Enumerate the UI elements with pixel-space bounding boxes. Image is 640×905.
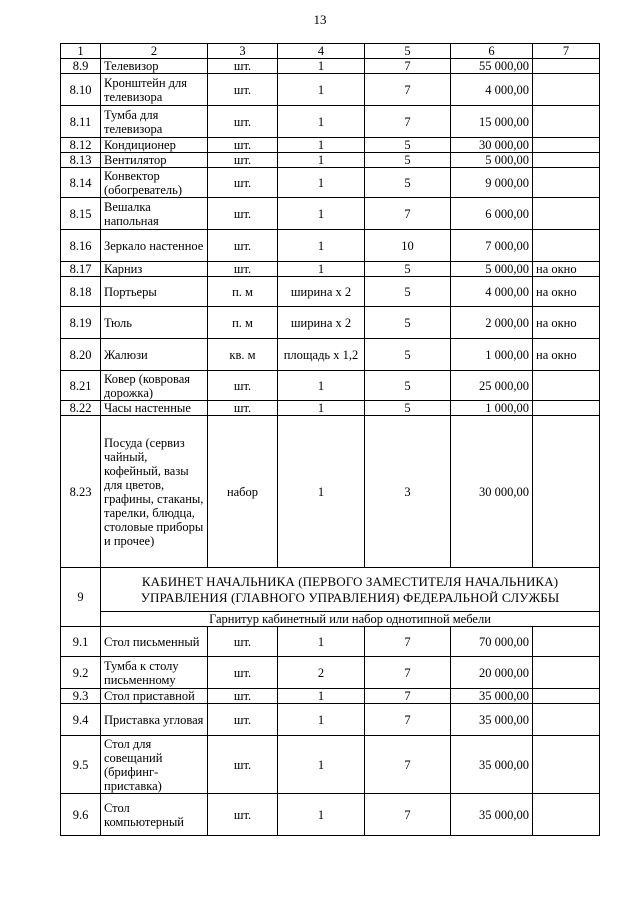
item-price: 55 000,00: [451, 59, 533, 74]
item-service-term: 5: [365, 138, 451, 153]
item-price: 4 000,00: [451, 74, 533, 106]
item-unit: п. м: [208, 307, 278, 339]
item-quantity: 1: [278, 262, 365, 277]
item-name: Тумба к столу письменному: [101, 657, 208, 689]
item-note: [533, 106, 600, 138]
item-quantity: 1: [278, 168, 365, 198]
item-number: 8.17: [61, 262, 101, 277]
item-note: [533, 736, 600, 794]
item-unit: шт.: [208, 106, 278, 138]
item-note: [533, 153, 600, 168]
item-note: [533, 198, 600, 230]
item-name: Стол приставной: [101, 689, 208, 704]
item-service-term: 7: [365, 794, 451, 836]
item-number: 9.4: [61, 704, 101, 736]
item-quantity: 1: [278, 198, 365, 230]
table-row: [61, 339, 600, 371]
item-service-term: 5: [365, 371, 451, 401]
column-header: 6: [451, 44, 533, 59]
item-number: 9.1: [61, 627, 101, 657]
item-note: [533, 657, 600, 689]
item-service-term: 5: [365, 339, 451, 371]
item-price: 9 000,00: [451, 168, 533, 198]
item-service-term: 5: [365, 262, 451, 277]
subsection-title: Гарнитур кабинетный или набор однотипной мебели: [101, 612, 600, 627]
item-note: [533, 704, 600, 736]
item-quantity: площадь х 1,2: [278, 339, 365, 371]
column-header: 5: [365, 44, 451, 59]
item-unit: шт.: [208, 168, 278, 198]
item-note: [533, 168, 600, 198]
item-name: Вешалка напольная: [101, 198, 208, 230]
item-unit: набор: [208, 416, 278, 568]
item-quantity: 1: [278, 794, 365, 836]
item-unit: шт.: [208, 59, 278, 74]
item-note: [533, 794, 600, 836]
item-price: 30 000,00: [451, 416, 533, 568]
item-unit: шт.: [208, 736, 278, 794]
item-price: 30 000,00: [451, 138, 533, 153]
item-quantity: 1: [278, 59, 365, 74]
item-unit: п. м: [208, 277, 278, 307]
item-note: [533, 416, 600, 568]
item-name: Тумба для телевизора: [101, 106, 208, 138]
item-service-term: 7: [365, 657, 451, 689]
table-row: [61, 307, 600, 339]
table-row: [61, 198, 600, 230]
table-row: [61, 59, 600, 74]
item-service-term: 10: [365, 230, 451, 262]
norms-table: [60, 43, 600, 836]
item-name: Приставка угловая: [101, 704, 208, 736]
table-row: [61, 794, 600, 836]
table-row: [61, 689, 600, 704]
item-number: 8.16: [61, 230, 101, 262]
section-title: КАБИНЕТ НАЧАЛЬНИКА (ПЕРВОГО ЗАМЕСТИТЕЛЯ НАЧАЛЬНИКА) УПРАВЛЕНИЯ (ГЛАВНОГО УПРАВЛЕНИЯ) ФЕДЕРАЛЬНОЙ СЛУЖБЫ: [101, 568, 600, 612]
item-quantity: ширина х 2: [278, 307, 365, 339]
item-note: на окно: [533, 307, 600, 339]
item-unit: шт.: [208, 704, 278, 736]
item-number: 9.6: [61, 794, 101, 836]
item-number: 9.5: [61, 736, 101, 794]
item-service-term: 5: [365, 307, 451, 339]
item-quantity: 2: [278, 657, 365, 689]
item-unit: шт.: [208, 794, 278, 836]
item-name: Посуда (сервиз чайный, кофейный, вазы для цветов, графины, стаканы, тарелки, блюдца, столовые приборы и прочее): [101, 416, 208, 568]
item-note: на окно: [533, 339, 600, 371]
item-service-term: 7: [365, 198, 451, 230]
item-unit: шт.: [208, 262, 278, 277]
item-service-term: 5: [365, 153, 451, 168]
item-name: Карниз: [101, 262, 208, 277]
item-quantity: 1: [278, 74, 365, 106]
table-row: [61, 106, 600, 138]
table-row: [61, 153, 600, 168]
item-number: 8.20: [61, 339, 101, 371]
item-price: 35 000,00: [451, 736, 533, 794]
item-quantity: 1: [278, 416, 365, 568]
item-name: Ковер (ковровая дорожка): [101, 371, 208, 401]
item-note: [533, 401, 600, 416]
item-number: 8.13: [61, 153, 101, 168]
table-row: [61, 230, 600, 262]
item-note: [533, 371, 600, 401]
item-name: Часы настенные: [101, 401, 208, 416]
table-row: [61, 138, 600, 153]
item-unit: кв. м: [208, 339, 278, 371]
column-header: 1: [61, 44, 101, 59]
item-price: 70 000,00: [451, 627, 533, 657]
item-unit: шт.: [208, 198, 278, 230]
item-note: [533, 689, 600, 704]
item-name: Стол письменный: [101, 627, 208, 657]
item-unit: шт.: [208, 657, 278, 689]
item-note: [533, 74, 600, 106]
item-quantity: 1: [278, 106, 365, 138]
item-price: 35 000,00: [451, 704, 533, 736]
item-number: 8.11: [61, 106, 101, 138]
table-row: [61, 736, 600, 794]
item-name: Жалюзи: [101, 339, 208, 371]
item-number: 8.21: [61, 371, 101, 401]
item-price: 5 000,00: [451, 153, 533, 168]
item-unit: шт.: [208, 401, 278, 416]
item-service-term: 5: [365, 401, 451, 416]
table-row: [61, 416, 600, 568]
item-unit: шт.: [208, 74, 278, 106]
item-unit: шт.: [208, 689, 278, 704]
item-price: 4 000,00: [451, 277, 533, 307]
item-price: 2 000,00: [451, 307, 533, 339]
item-quantity: 1: [278, 401, 365, 416]
item-service-term: 7: [365, 106, 451, 138]
item-number: 9.2: [61, 657, 101, 689]
item-price: 5 000,00: [451, 262, 533, 277]
item-price: 7 000,00: [451, 230, 533, 262]
item-service-term: 7: [365, 59, 451, 74]
item-number: 8.9: [61, 59, 101, 74]
item-service-term: 7: [365, 736, 451, 794]
item-price: 6 000,00: [451, 198, 533, 230]
item-number: 8.18: [61, 277, 101, 307]
item-unit: шт.: [208, 371, 278, 401]
item-number: 8.12: [61, 138, 101, 153]
item-name: Вентилятор: [101, 153, 208, 168]
item-number: 8.23: [61, 416, 101, 568]
subsection-row: [61, 612, 600, 627]
table-row: [61, 704, 600, 736]
item-price: 25 000,00: [451, 371, 533, 401]
item-note: на окно: [533, 262, 600, 277]
item-number: 9.3: [61, 689, 101, 704]
item-price: 1 000,00: [451, 339, 533, 371]
item-name: Кондиционер: [101, 138, 208, 153]
item-name: Зеркало настенное: [101, 230, 208, 262]
table-row: [61, 371, 600, 401]
item-service-term: 3: [365, 416, 451, 568]
item-service-term: 7: [365, 689, 451, 704]
item-name: Телевизор: [101, 59, 208, 74]
table-row: [61, 262, 600, 277]
item-name: Стол для совещаний (брифинг-приставка): [101, 736, 208, 794]
item-price: 1 000,00: [451, 401, 533, 416]
item-price: 35 000,00: [451, 794, 533, 836]
item-quantity: 1: [278, 230, 365, 262]
column-header: 3: [208, 44, 278, 59]
item-service-term: 7: [365, 627, 451, 657]
item-note: [533, 627, 600, 657]
column-header: 4: [278, 44, 365, 59]
item-service-term: 5: [365, 277, 451, 307]
item-quantity: 1: [278, 153, 365, 168]
item-quantity: 1: [278, 689, 365, 704]
item-unit: шт.: [208, 627, 278, 657]
item-unit: шт.: [208, 138, 278, 153]
item-number: 8.22: [61, 401, 101, 416]
table-row: [61, 627, 600, 657]
item-number: 8.10: [61, 74, 101, 106]
section-number: 9: [61, 568, 101, 627]
item-name: Кронштейн для телевизора: [101, 74, 208, 106]
item-name: Конвектор (обогреватель): [101, 168, 208, 198]
page-number: 13: [313, 12, 327, 27]
item-unit: шт.: [208, 153, 278, 168]
item-price: 20 000,00: [451, 657, 533, 689]
column-header: 7: [533, 44, 600, 59]
item-price: 15 000,00: [451, 106, 533, 138]
item-note: на окно: [533, 277, 600, 307]
item-quantity: 1: [278, 736, 365, 794]
item-quantity: ширина х 2: [278, 277, 365, 307]
item-service-term: 7: [365, 704, 451, 736]
item-name: Тюль: [101, 307, 208, 339]
item-quantity: 1: [278, 138, 365, 153]
table-row: [61, 657, 600, 689]
item-quantity: 1: [278, 371, 365, 401]
item-unit: шт.: [208, 230, 278, 262]
item-note: [533, 138, 600, 153]
table-row: [61, 277, 600, 307]
item-note: [533, 230, 600, 262]
table-row: [61, 168, 600, 198]
item-quantity: 1: [278, 704, 365, 736]
item-number: 8.19: [61, 307, 101, 339]
section-row: [61, 568, 600, 612]
item-price: 35 000,00: [451, 689, 533, 704]
item-number: 8.14: [61, 168, 101, 198]
header-row: [61, 44, 600, 59]
item-service-term: 5: [365, 168, 451, 198]
item-quantity: 1: [278, 627, 365, 657]
table-row: [61, 401, 600, 416]
table-row: [61, 74, 600, 106]
item-name: Портьеры: [101, 277, 208, 307]
item-note: [533, 59, 600, 74]
item-name: Стол компьютерный: [101, 794, 208, 836]
column-header: 2: [101, 44, 208, 59]
item-number: 8.15: [61, 198, 101, 230]
item-service-term: 7: [365, 74, 451, 106]
